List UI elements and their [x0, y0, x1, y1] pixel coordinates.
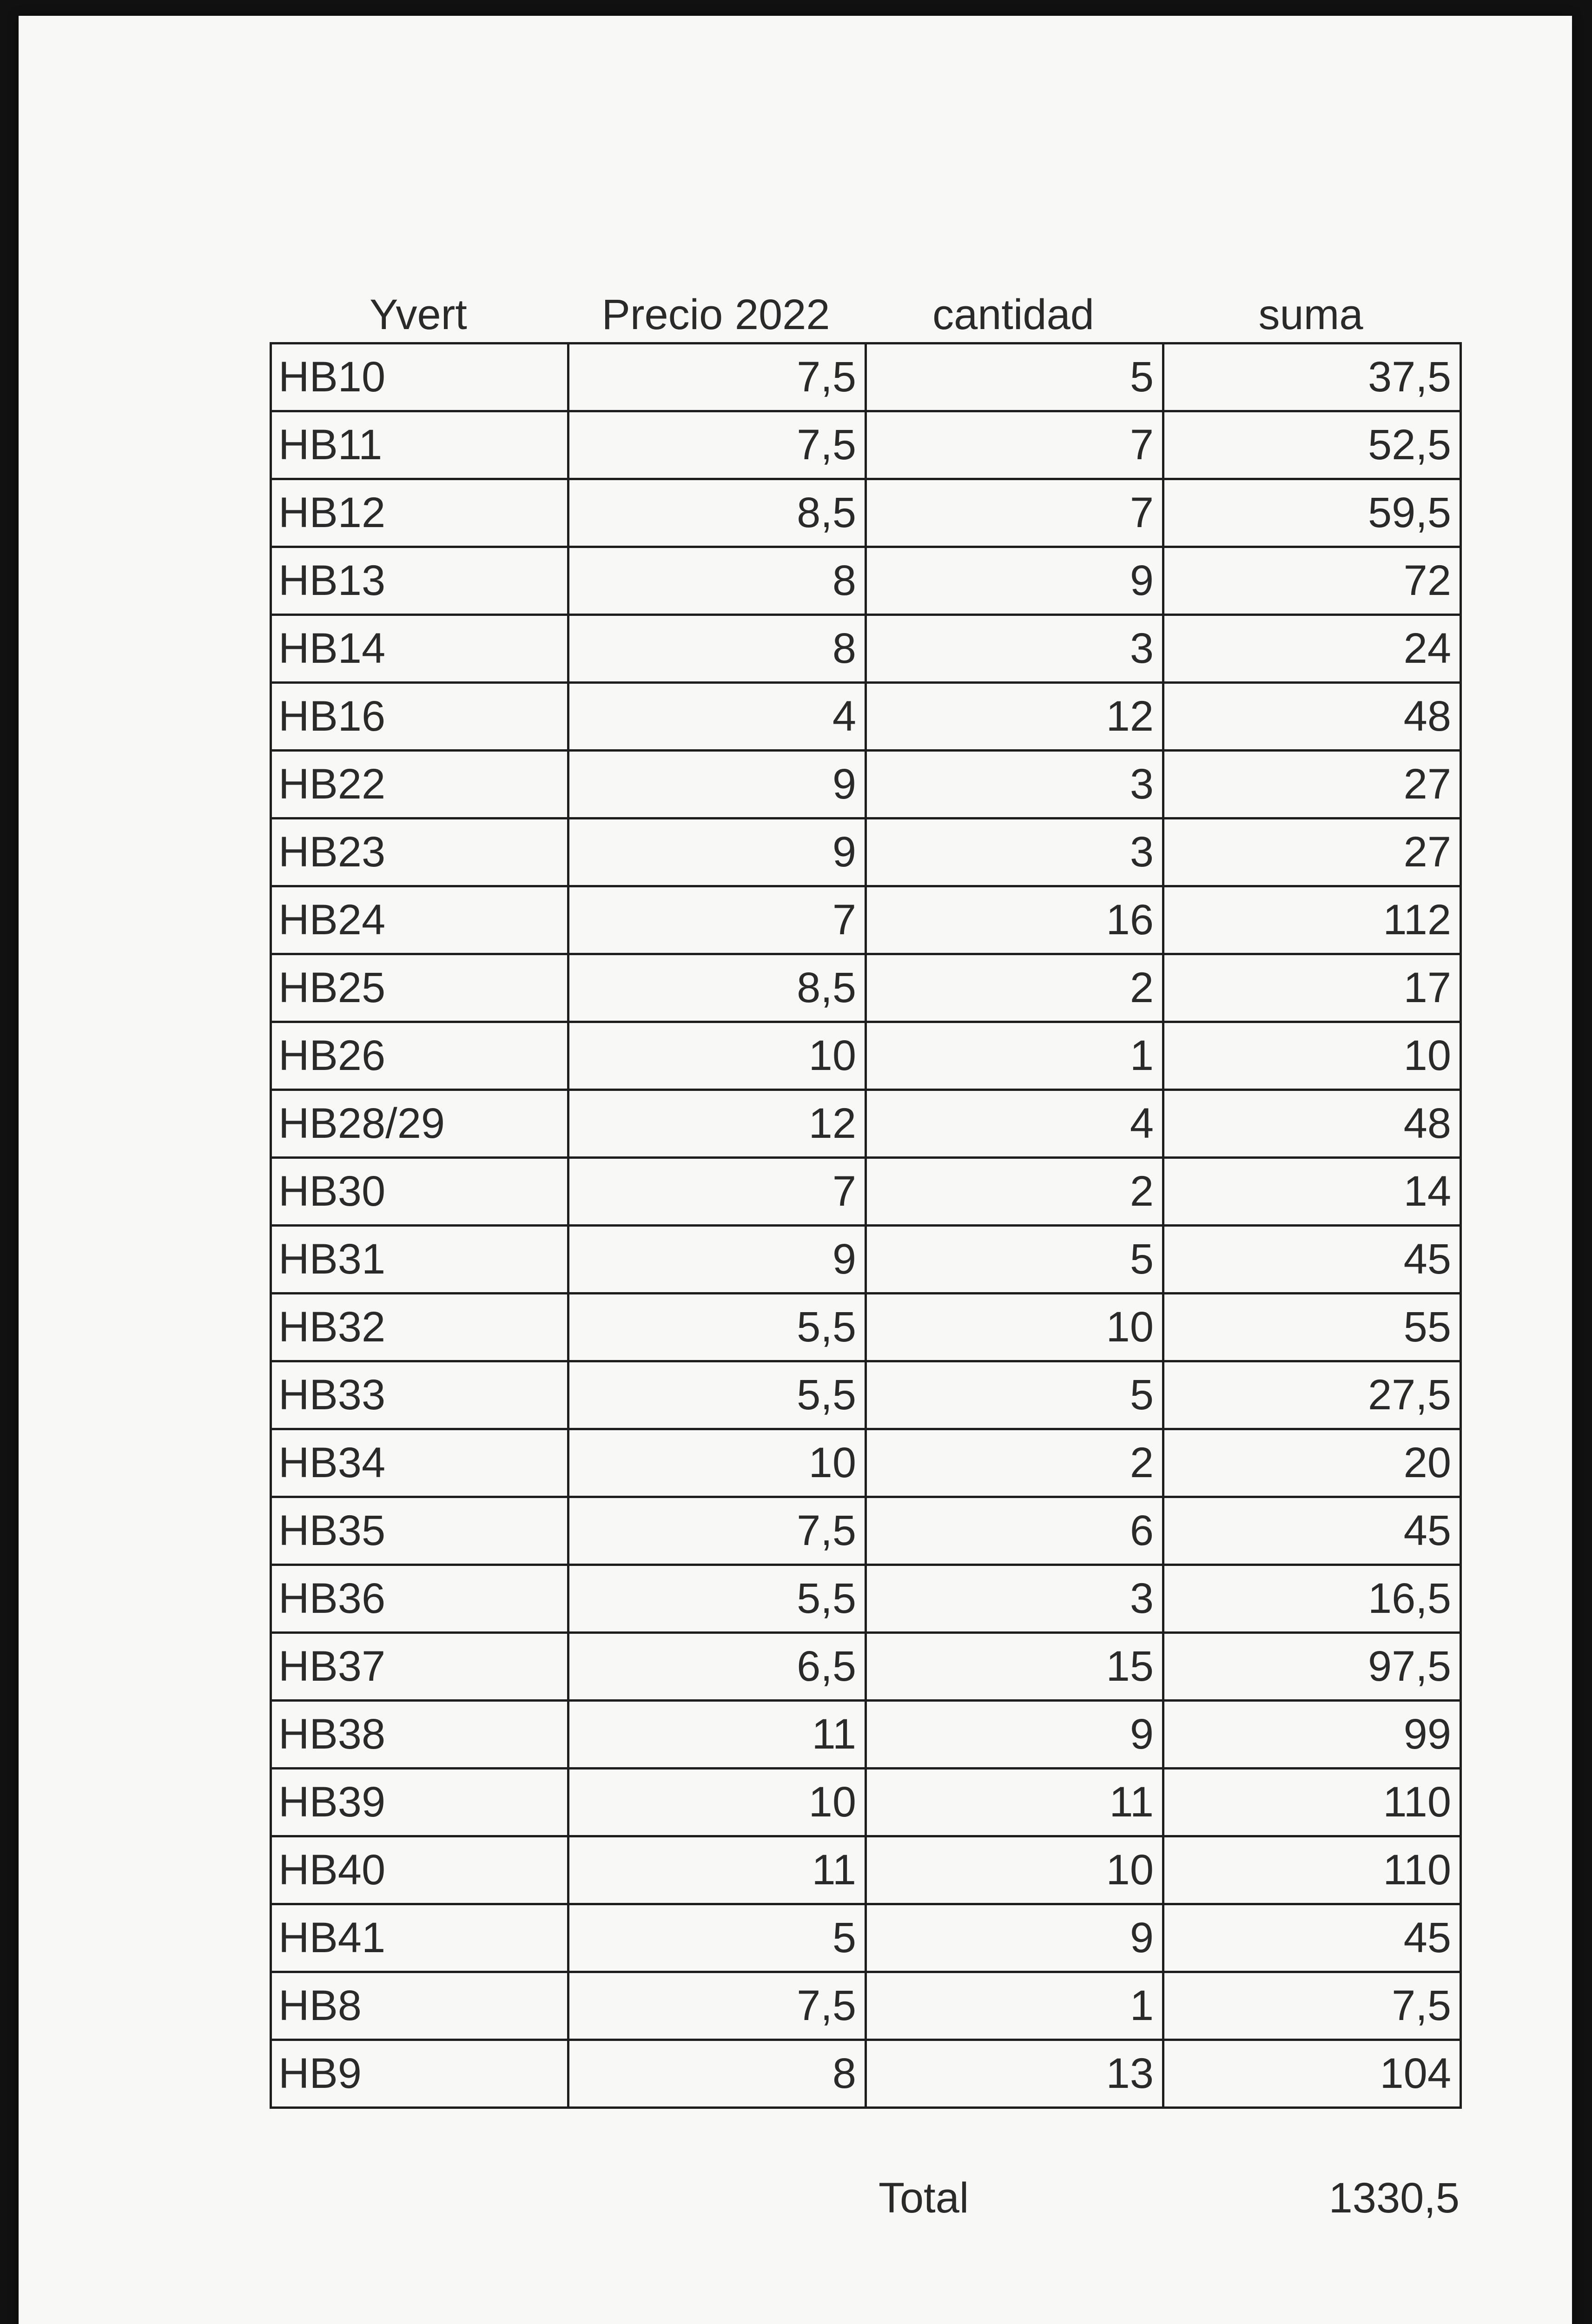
cantidad-cell: 15: [866, 1633, 1163, 1701]
yvert-cell: HB22: [271, 751, 568, 819]
header-precio: Precio 2022: [601, 291, 830, 338]
precio-cell: 8,5: [568, 954, 866, 1022]
yvert-cell: HB37: [271, 1633, 568, 1701]
cantidad-cell: 6: [866, 1497, 1163, 1565]
yvert-cell: HB23: [271, 819, 568, 886]
yvert-cell: HB12: [271, 479, 568, 547]
table-row: [271, 479, 1461, 547]
cantidad-cell: 3: [866, 751, 1163, 819]
suma-cell: 24: [1163, 615, 1461, 683]
precio-cell: 7,5: [568, 343, 866, 411]
precio-cell: 10: [568, 1429, 866, 1497]
suma-cell: 52,5: [1163, 411, 1461, 479]
table-row: [271, 1429, 1461, 1497]
header-cantidad: cantidad: [932, 291, 1094, 338]
column-headers: [270, 276, 1487, 342]
suma-cell: 110: [1163, 1769, 1461, 1836]
yvert-cell: HB8: [271, 1972, 568, 2040]
table-row: [271, 683, 1461, 751]
suma-cell: 27,5: [1163, 1361, 1461, 1429]
suma-cell: 59,5: [1163, 479, 1461, 547]
cantidad-cell: 13: [866, 2040, 1163, 2108]
table-row: [271, 547, 1461, 615]
cantidad-cell: 10: [866, 1836, 1163, 1904]
table-row: [271, 1904, 1461, 1972]
precio-cell: 7,5: [568, 1972, 866, 2040]
yvert-cell: HB28/29: [271, 1090, 568, 1158]
precio-cell: 6,5: [568, 1633, 866, 1701]
precio-cell: 8: [568, 615, 866, 683]
precio-cell: 5,5: [568, 1565, 866, 1633]
precio-cell: 9: [568, 1226, 866, 1294]
total-value: 1330,5: [1328, 2174, 1460, 2222]
table-row: [271, 615, 1461, 683]
precio-cell: 10: [568, 1022, 866, 1090]
table-row: [271, 1361, 1461, 1429]
cantidad-cell: 9: [866, 547, 1163, 615]
precio-cell: 7,5: [568, 411, 866, 479]
table-row: [271, 1972, 1461, 2040]
yvert-cell: HB9: [271, 2040, 568, 2108]
yvert-cell: HB13: [271, 547, 568, 615]
cantidad-cell: 4: [866, 1090, 1163, 1158]
suma-cell: 45: [1163, 1497, 1461, 1565]
suma-cell: 14: [1163, 1158, 1461, 1226]
table-row: [271, 1022, 1461, 1090]
suma-cell: 110: [1163, 1836, 1461, 1904]
yvert-cell: HB34: [271, 1429, 568, 1497]
precio-cell: 9: [568, 819, 866, 886]
precio-cell: 5: [568, 1904, 866, 1972]
precio-cell: 10: [568, 1769, 866, 1836]
yvert-cell: HB11: [271, 411, 568, 479]
precio-cell: 8: [568, 2040, 866, 2108]
table-row: [271, 751, 1461, 819]
suma-cell: 37,5: [1163, 343, 1461, 411]
yvert-cell: HB30: [271, 1158, 568, 1226]
precio-cell: 4: [568, 683, 866, 751]
paper-sheet: [19, 16, 1572, 2324]
cantidad-cell: 1: [866, 1022, 1163, 1090]
cantidad-cell: 11: [866, 1769, 1163, 1836]
table-row: [271, 1090, 1461, 1158]
table-row: [271, 886, 1461, 954]
total-label: Total: [879, 2174, 969, 2222]
suma-cell: 48: [1163, 683, 1461, 751]
cantidad-cell: 12: [866, 683, 1163, 751]
suma-cell: 48: [1163, 1090, 1461, 1158]
precio-cell: 9: [568, 751, 866, 819]
cantidad-cell: 1: [866, 1972, 1163, 2040]
table-row: [271, 1497, 1461, 1565]
yvert-cell: HB14: [271, 615, 568, 683]
table-row: [271, 1836, 1461, 1904]
suma-cell: 55: [1163, 1294, 1461, 1361]
cantidad-cell: 3: [866, 615, 1163, 683]
yvert-cell: HB38: [271, 1701, 568, 1769]
table-row: [271, 1769, 1461, 1836]
yvert-cell: HB31: [271, 1226, 568, 1294]
precio-cell: 8,5: [568, 479, 866, 547]
table-row: [271, 1633, 1461, 1701]
cantidad-cell: 2: [866, 954, 1163, 1022]
yvert-cell: HB24: [271, 886, 568, 954]
price-table-document: [270, 276, 1487, 2248]
suma-cell: 20: [1163, 1429, 1461, 1497]
yvert-cell: HB39: [271, 1769, 568, 1836]
suma-cell: 27: [1163, 751, 1461, 819]
yvert-cell: HB33: [271, 1361, 568, 1429]
table-row: [271, 1565, 1461, 1633]
suma-cell: 112: [1163, 886, 1461, 954]
precio-cell: 7,5: [568, 1497, 866, 1565]
suma-cell: 45: [1163, 1226, 1461, 1294]
header-suma: suma: [1258, 291, 1363, 338]
table-row: [271, 1294, 1461, 1361]
yvert-cell: HB25: [271, 954, 568, 1022]
precio-cell: 8: [568, 547, 866, 615]
suma-cell: 17: [1163, 954, 1461, 1022]
header-yvert: Yvert: [370, 291, 467, 338]
cantidad-cell: 7: [866, 479, 1163, 547]
table-row: [271, 1226, 1461, 1294]
cantidad-cell: 16: [866, 886, 1163, 954]
yvert-cell: HB32: [271, 1294, 568, 1361]
table-row: [271, 1701, 1461, 1769]
yvert-cell: HB35: [271, 1497, 568, 1565]
cantidad-cell: 5: [866, 343, 1163, 411]
suma-cell: 97,5: [1163, 1633, 1461, 1701]
cantidad-cell: 10: [866, 1294, 1163, 1361]
precio-cell: 7: [568, 1158, 866, 1226]
cantidad-cell: 7: [866, 411, 1163, 479]
cantidad-cell: 9: [866, 1904, 1163, 1972]
suma-cell: 7,5: [1163, 1972, 1461, 2040]
yvert-cell: HB40: [271, 1836, 568, 1904]
cantidad-cell: 5: [866, 1361, 1163, 1429]
table-row: [271, 819, 1461, 886]
suma-cell: 45: [1163, 1904, 1461, 1972]
table-body: [271, 343, 1461, 2108]
precio-cell: 5,5: [568, 1294, 866, 1361]
cantidad-cell: 5: [866, 1226, 1163, 1294]
precio-cell: 12: [568, 1090, 866, 1158]
suma-cell: 16,5: [1163, 1565, 1461, 1633]
cantidad-cell: 2: [866, 1429, 1163, 1497]
precio-cell: 5,5: [568, 1361, 866, 1429]
suma-cell: 104: [1163, 2040, 1461, 2108]
cantidad-cell: 2: [866, 1158, 1163, 1226]
table-row: [271, 343, 1461, 411]
yvert-cell: HB10: [271, 343, 568, 411]
table-row: [271, 411, 1461, 479]
cantidad-cell: 3: [866, 819, 1163, 886]
yvert-cell: HB41: [271, 1904, 568, 1972]
total-row: [270, 2109, 1487, 2248]
table-row: [271, 2040, 1461, 2108]
suma-cell: 72: [1163, 547, 1461, 615]
table-row: [271, 954, 1461, 1022]
suma-cell: 10: [1163, 1022, 1461, 1090]
yvert-cell: HB26: [271, 1022, 568, 1090]
yvert-cell: HB16: [271, 683, 568, 751]
yvert-cell: HB36: [271, 1565, 568, 1633]
precio-cell: 7: [568, 886, 866, 954]
precio-cell: 11: [568, 1701, 866, 1769]
data-table: [270, 342, 1462, 2109]
cantidad-cell: 9: [866, 1701, 1163, 1769]
table-row: [271, 1158, 1461, 1226]
precio-cell: 11: [568, 1836, 866, 1904]
suma-cell: 27: [1163, 819, 1461, 886]
suma-cell: 99: [1163, 1701, 1461, 1769]
cantidad-cell: 3: [866, 1565, 1163, 1633]
